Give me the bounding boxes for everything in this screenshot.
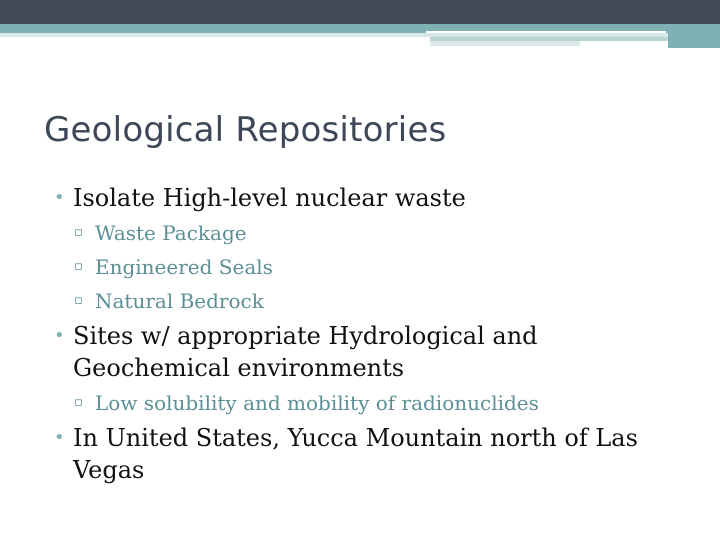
sub-bullet-icon: ▫ bbox=[74, 293, 83, 308]
sub-bullet-text: Low solubility and mobility of radionuclides bbox=[95, 391, 539, 415]
slide-title: Geological Repositories bbox=[44, 110, 447, 150]
bullet-text: Sites w/ appropriate Hydrological and Geochemical environments bbox=[73, 322, 538, 382]
sub-bullet-text: Waste Package bbox=[95, 221, 247, 245]
header-accent-block bbox=[668, 24, 720, 48]
header-band-dark bbox=[0, 0, 720, 24]
header-accent-stripe-2 bbox=[430, 41, 580, 46]
sub-bullet-text: Natural Bedrock bbox=[95, 289, 264, 313]
sub-bullet-text: Engineered Seals bbox=[95, 255, 273, 279]
bullet-item bbox=[54, 182, 674, 214]
bullet-icon: • bbox=[54, 325, 65, 346]
bullet-text: Isolate High-level nuclear waste bbox=[73, 184, 466, 212]
bullet-icon: • bbox=[54, 427, 65, 448]
bullet-icon: • bbox=[54, 187, 65, 208]
sub-bullet-item bbox=[54, 386, 674, 420]
sub-bullet-icon: ▫ bbox=[74, 259, 83, 274]
bullet-text: In United States, Yucca Mountain north of Las Vegas bbox=[73, 424, 638, 484]
header-divider-line bbox=[426, 31, 666, 33]
bullet-item bbox=[54, 422, 674, 486]
sub-bullet-icon: ▫ bbox=[74, 395, 83, 410]
sub-bullet-item bbox=[54, 284, 674, 318]
sub-bullet-item bbox=[54, 216, 674, 250]
bullet-list bbox=[54, 182, 674, 488]
sub-bullet-item bbox=[54, 250, 674, 284]
sub-bullet-icon: ▫ bbox=[74, 225, 83, 240]
bullet-item bbox=[54, 320, 674, 384]
